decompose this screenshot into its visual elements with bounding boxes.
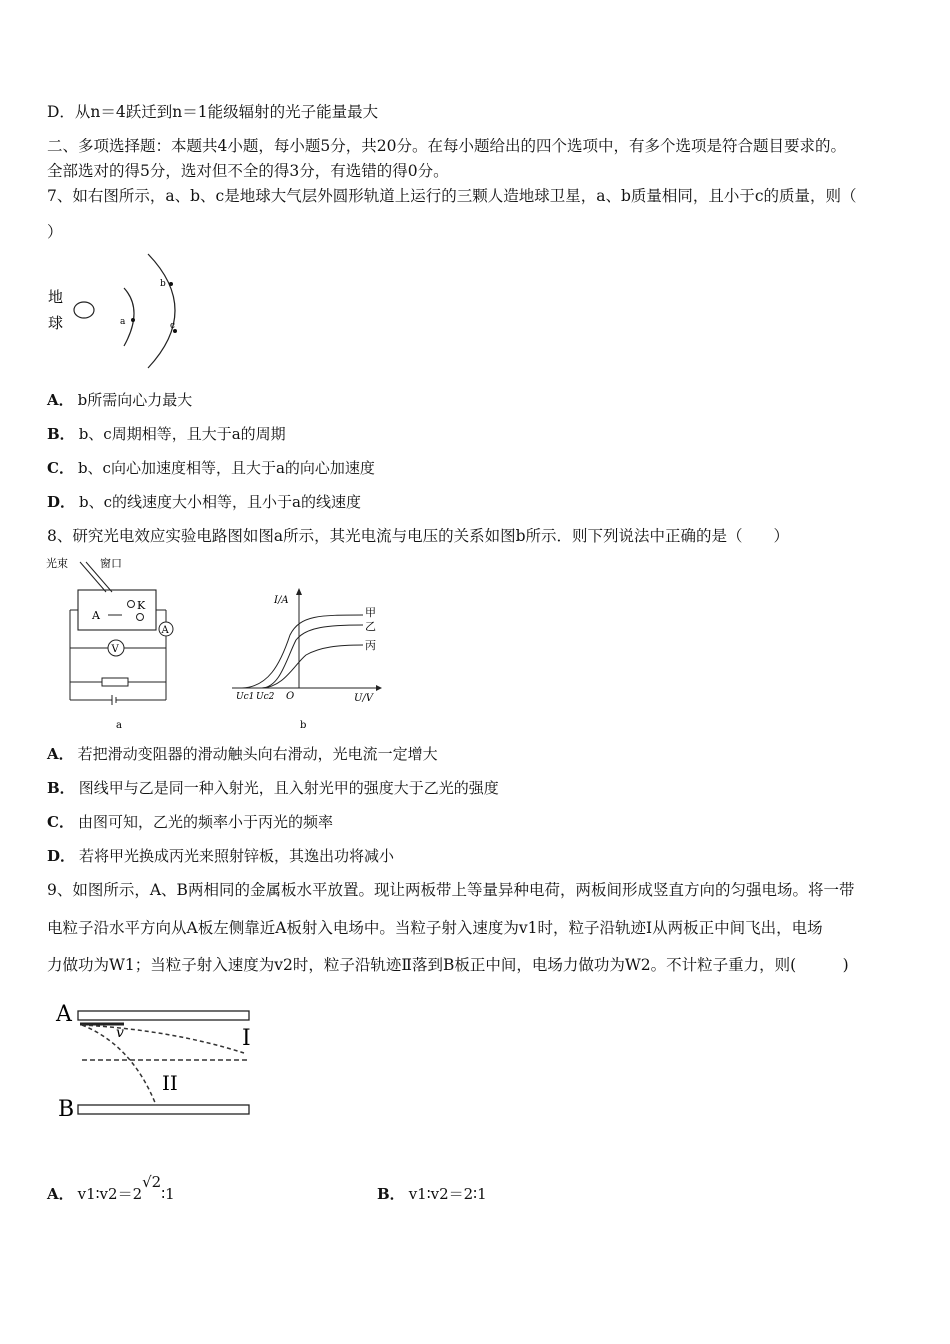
plate-b <box>78 1105 249 1114</box>
uc2-label: Uc2 <box>256 692 275 702</box>
q9-stem-1: 9、如图所示，A、B两相同的金属板水平放置。现让两板带上等量异种电荷，两板间形成竖直方向的匀强电场。将一带 <box>47 881 855 899</box>
q8-iv-figure <box>228 585 388 733</box>
q8-option-a: A． 若把滑动变阻器的滑动触头向右滑动，光电流一定增大 <box>47 745 438 763</box>
label-window: 窗口 <box>100 557 122 570</box>
orbit-bc <box>148 254 175 368</box>
label-a: a <box>120 317 126 327</box>
section-scoring: 全部选对的得5分，选对但不全的得3分，有选错的得0分。 <box>47 162 449 180</box>
origin-label: O <box>286 691 295 702</box>
label-i: I <box>242 1026 251 1051</box>
curve-bing <box>262 645 363 688</box>
caption-a: a <box>116 720 122 731</box>
electrode-k <box>128 601 135 608</box>
label-beam: 光束 <box>46 557 68 570</box>
q8-option-c: C． 由图可知，乙光的频率小于丙光的频率 <box>47 813 333 831</box>
electrode-2 <box>137 614 144 621</box>
q9-stem-2: 电粒子沿水平方向从A板左侧靠近A板射入电场中。当粒子射入速度为v1时，粒子沿轨迹Ⅰ从两板正中间飞出，电场 <box>47 919 823 937</box>
plate-b-label: B <box>58 1097 75 1122</box>
satellite-a <box>131 318 135 322</box>
earth-circle <box>74 302 94 318</box>
curve-jia <box>242 615 363 688</box>
q7-stem: 7、如右图所示，a、b、c是地球大气层外圆形轨道上运行的三颗人造地球卫星，a、b质量相同，且小于c的质量，则（ <box>47 187 857 205</box>
plate-a <box>78 1011 249 1020</box>
q7-stem-end: ） <box>47 223 63 241</box>
q8-option-d: D． 若将甲光换成丙光来照射锌板，其逸出功将减小 <box>47 847 395 865</box>
label-a-electrode: A <box>92 609 100 622</box>
q9-stem-3: 力做功为W1；当粒子射入速度为v2时，粒子沿轨迹Ⅱ落到B板正中间，电场力做功为W2。不计粒子重力，则( ) <box>47 956 849 974</box>
label-ammeter: A <box>161 625 169 636</box>
curve-yi <box>262 625 363 688</box>
label-c: c <box>170 321 176 331</box>
q9-plates-figure <box>52 995 262 1125</box>
q8-circuit-figure <box>44 552 184 732</box>
y-label: I/A <box>274 595 289 606</box>
label-bing: 丙 <box>365 639 376 652</box>
q7-option-a: A． b所需向心力最大 <box>47 391 193 409</box>
rheostat <box>102 678 128 686</box>
label-ii: II <box>162 1071 178 1095</box>
velocity-label: v <box>116 1025 124 1041</box>
q7-option-d: D． b、c的线速度大小相等，且小于a的线速度 <box>47 493 361 511</box>
label-jia: 甲 <box>365 606 376 619</box>
q7-orbit-figure <box>44 250 189 370</box>
q9-option-b: B． v1∶v2＝2∶1 <box>377 1185 487 1203</box>
orbit-a <box>124 288 134 346</box>
section-heading: 二、多项选择题：本题共4小题，每小题5分，共20分。在每小题给出的四个选项中，有多个选项是符合题目要求的。 <box>47 137 846 155</box>
q7-option-c: C． b、c向心加速度相等，且大于a的向心加速度 <box>47 459 375 477</box>
plate-a-label: A <box>56 1002 72 1027</box>
q7-option-b: B． b、c周期相等，且大于a的周期 <box>47 425 286 443</box>
earth-label-1: 地 <box>48 288 64 306</box>
caption-b: b <box>300 720 307 731</box>
label-b: b <box>160 279 166 289</box>
satellite-b <box>169 282 173 286</box>
sqrt-two: √2 <box>142 1173 162 1191</box>
q9-option-a: A． v1∶v2＝2√2∶1 <box>47 1173 175 1203</box>
option-d-prev: D．从n＝4跃迁到n＝1能级辐射的光子能量最大 <box>47 103 379 121</box>
earth-label-2: 球 <box>48 314 64 332</box>
label-yi: 乙 <box>365 620 376 633</box>
uc1-label: Uc1 <box>236 692 255 702</box>
x-label: U/V <box>354 693 374 704</box>
label-voltmeter: V <box>111 644 119 655</box>
q8-stem: 8、研究光电效应实验电路图如图a所示，其光电流与电压的关系如图b所示．则下列说法中正确的是（ ） <box>47 527 790 545</box>
q8-option-b: B． 图线甲与乙是同一种入射光，且入射光甲的强度大于乙光的强度 <box>47 779 499 797</box>
label-k: K <box>137 599 146 612</box>
